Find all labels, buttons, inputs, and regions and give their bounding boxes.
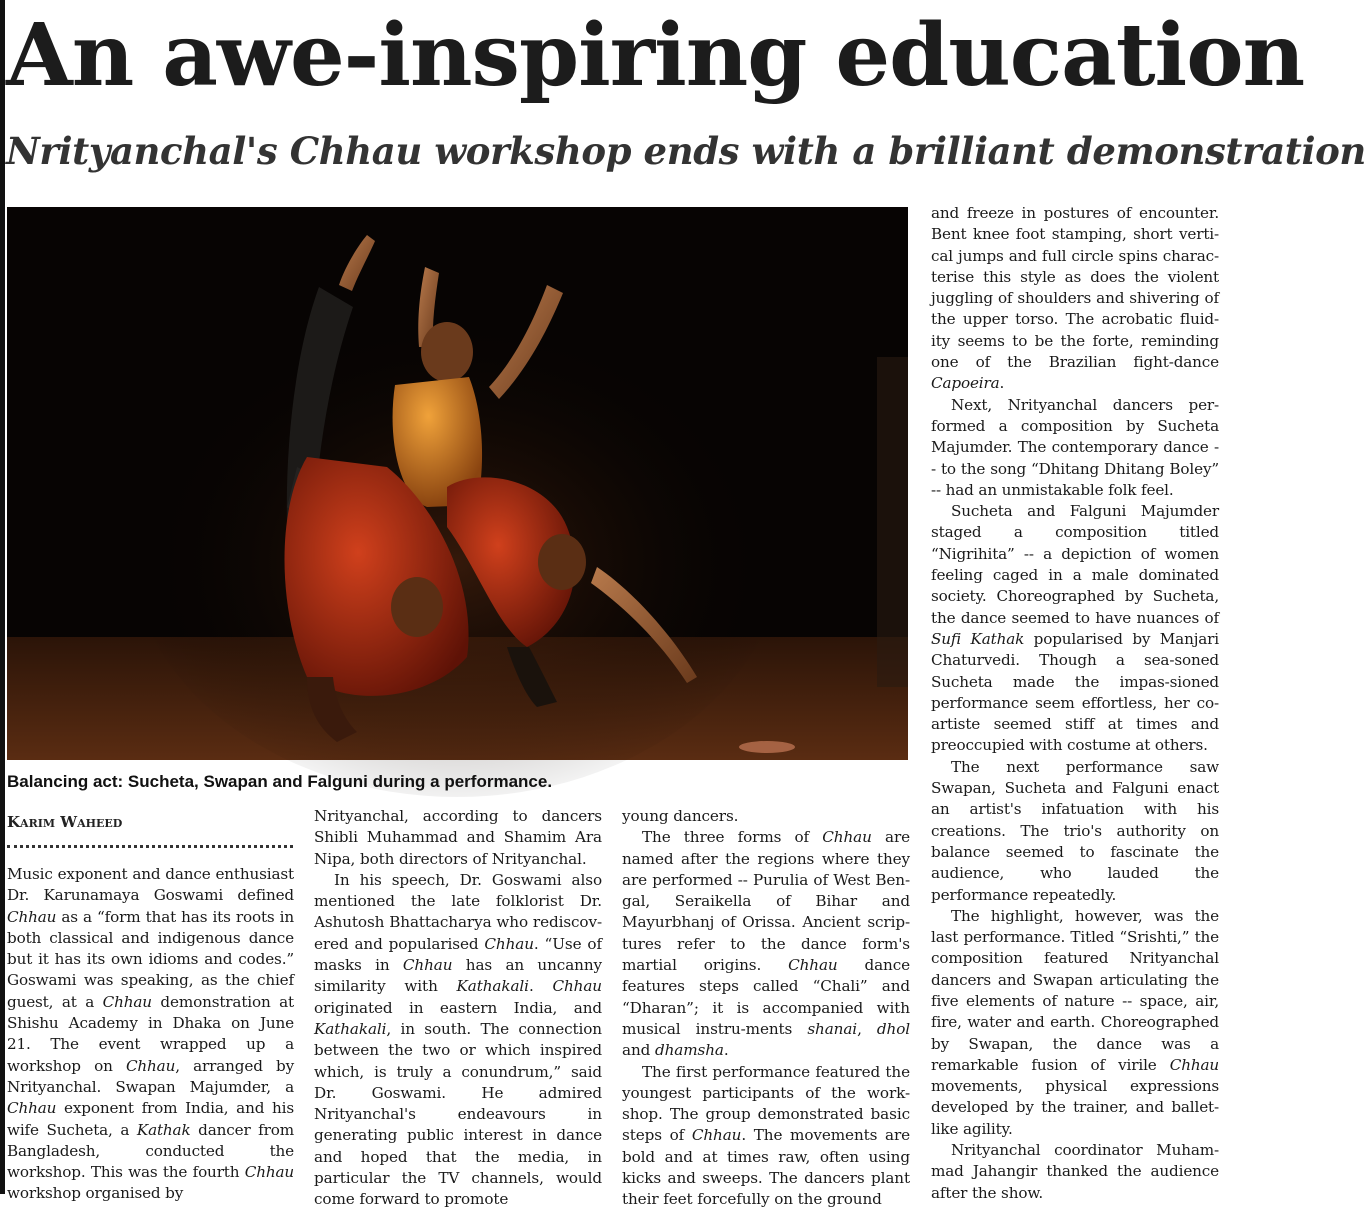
paragraph: Next, Nrityanchal dancers per-formed a composition by Sucheta Majumder. The contemporary dance -- to the song “Dhitang Dhitang Boley” -- had an unmistakable folk feel. [931, 395, 1219, 499]
paragraph: young dancers. [622, 807, 739, 825]
paragraph: Music exponent and dance enthusiast Dr. Karunamaya Goswami defined Chhau as a “form that has its roots in both classical and indigenous dance but it has its own idioms and codes.” Goswami was speaking, as the chief guest, at a Chhau demonstration at Shishu Academy in Dhaka on June 21. The event wrapped up a workshop on Chhau, arranged by Nrityanchal. Swapan Majumder, a Chhau exponent from India, and his wife Sucheta, a Kathak dancer from Bangladesh, conducted the workshop. This was the fourth Chhau workshop organised by [7, 865, 294, 1203]
paragraph: The three forms of Chhau are named after the regions where they are performed -- Purulia of West Ben-gal, Seraikella of Bihar and Mayurbhanj of Orissa. Ancient scrip-tures refer to the dance form's martial origins. Chhau dance features steps called “Chali” and “Dharan”; it is accompanied with musical instru-ments shanai, dhol and dhamsha. [622, 828, 911, 1060]
dancers-illustration [7, 207, 908, 760]
performance-photo [7, 207, 908, 760]
column-4 [931, 203, 1219, 1204]
column-3 [622, 806, 910, 1211]
paragraph: The first performance featured the youngest participants of the work-shop. The group demonstrated basic steps of Chhau. The movements are bold and at times raw, often using kicks and sweeps. The dancers plant their feet forcefully on the ground [622, 1062, 911, 1209]
byline: Karim Waheed [7, 813, 123, 831]
paragraph: The highlight, however, was the last performance. Titled “Srishti,” the composition featured Nrityanchal dancers and Swapan articulating the five elements of nature -- space, air, fire, water and earth. Choreographed by Swapan, the dance was a remarkable fusion of virile Chhau movements, physical expressions developed by the trainer, and ballet-like agility. [931, 906, 1219, 1138]
subheadline: Nrityanchal's Chhau workshop ends with a brilliant demonstration [6, 129, 1366, 173]
paragraph: In his speech, Dr. Goswami also mentioned the late folklorist Dr. Ashutosh Bhattacharya who rediscov-ered and popularised Chhau. “Use of masks in Chhau has an uncanny similarity with Kathakali. Chhau originated in eastern India, and Kathakali, in south. The connection between the two or which inspired which, is truly a conundrum,” said Dr. Goswami. He admired Nrityanchal's endeavours in generating public interest in dance and hoped that the media, in particular the TV channels, would come forward to promote [314, 870, 602, 1209]
headline: An awe-inspiring education [6, 5, 1305, 106]
column-1 [7, 864, 294, 1205]
byline-rule [7, 845, 293, 848]
paragraph: Sucheta and Falguni Majumder staged a composition titled “Nigrihita” -- a depiction of women feeling caged in a male dominated society. Choreographed by Sucheta, the dance seemed to have nuances of Sufi Kathak popularised by Manjari Chaturvedi. Though a sea-soned Sucheta made the impas-sioned performance seem effortless, her co-artiste seemed stiff at times and preoccupied with costume at others. [931, 502, 1219, 755]
paragraph: The next performance saw Swapan, Sucheta and Falguni enact an artist's infatuation with his creations. The trio's authority on balance seemed to fascinate the audience, who lauded the performance repeatedly. [931, 757, 1219, 904]
paragraph: Nrityanchal coordinator Muham-mad Jahangir thanked the audience after the show. [931, 1141, 1219, 1202]
photo-caption: Balancing act: Sucheta, Swapan and Falguni during a performance. [7, 772, 553, 791]
paragraph: and freeze in postures of encounter. Bent knee foot stamping, short verti-cal jumps and full circle spins charac-terise this style as does the violent juggling of shoulders and shivering of the upper torso. The acrobatic fluid-ity seems to be the forte, reminding one of the Brazilian fight-dance Capoeira. [931, 204, 1219, 393]
column-2 [314, 806, 602, 1211]
paragraph: Nrityanchal, according to dancers Shibli Muhammad and Shamim Ara Nipa, both directors of Nrityanchal. [314, 807, 602, 868]
left-edge-bar [0, 0, 5, 1194]
